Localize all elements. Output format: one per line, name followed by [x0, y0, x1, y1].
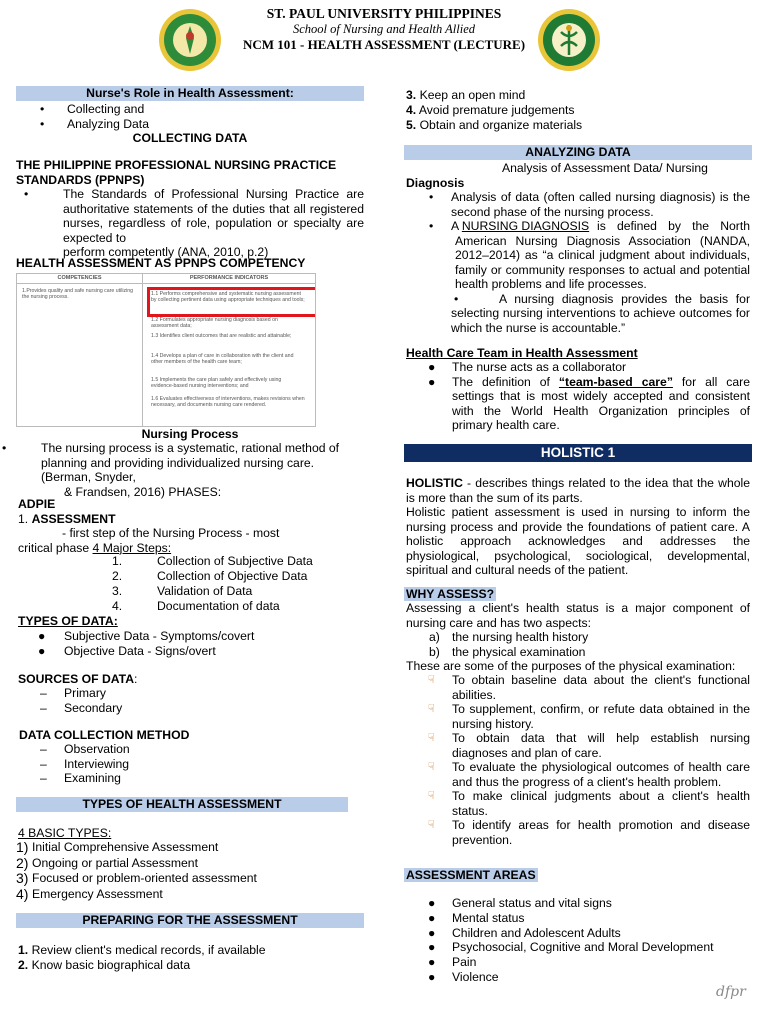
highlight-box: [147, 287, 316, 317]
document-header: [0, 6, 768, 53]
diagnosis-word: Diagnosis: [406, 176, 465, 190]
list-item: 4. Documentation of data: [112, 599, 280, 613]
table-cell: 1.3 Identifies client outcomes that are realistic and attainable;: [151, 333, 292, 339]
list-item: 4. Avoid premature judgements: [406, 103, 575, 117]
list-item: 1. Review client's medical records, if available: [18, 943, 266, 957]
list-item: 2. Know basic biographical data: [18, 958, 191, 972]
list-item: ☟ To obtain baseline data about the client's functional abilities.: [428, 673, 750, 702]
list-item: 1. Collection of Subjective Data: [112, 554, 313, 568]
table-header: COMPETENCIES: [17, 274, 142, 284]
purposes-intro: These are some of the purposes of the physical examination:: [406, 659, 736, 673]
list-item: • Analyzing Data: [40, 116, 149, 131]
list-item: • Analysis of data (often called nursing diagnosis) is the second phase of the nursing process.: [429, 190, 750, 219]
list-item: 3. Validation of Data: [112, 584, 253, 598]
list-item: ☟ To evaluate the physiological outcomes of health care and thus the progress of a client's health problem.: [428, 760, 750, 789]
ppnps-paragraph: • The Standards of Professional Nursing Practice are authoritative statements of the duties that all registered nurses, regardless of role, population or specialty are expected to perform competently (ANA, 2010, p.2): [24, 187, 364, 259]
author-signature: dfpr: [716, 984, 746, 1000]
types-of-data-heading: TYPES OF DATA:: [18, 614, 118, 628]
nursing-process-paragraph: • The nursing process is a systematic, rational method of planning and providing individualized nursing care. (Berman, Snyder, & Frandsen, 2016) PHASES:: [2, 441, 340, 499]
nursing-process-heading: Nursing Process: [141, 427, 239, 441]
list-item: ● Violence: [428, 969, 499, 984]
table-header: PERFORMANCE INDICATORS: [143, 274, 315, 284]
collecting-data-heading: COLLECTING DATA: [132, 131, 248, 145]
aspects-list: [404, 630, 754, 659]
analysis-subheading: Analysis of Assessment Data/ Nursing: [502, 161, 708, 175]
list-item: • A NURSING DIAGNOSIS is defined by the North American Nursing Diagnosis Association (NANDA, 2012–2014) as “a clinical judgment about individuals, family or community responses to actual and potential health problems and life processes.: [429, 219, 750, 291]
assessment-areas-list: [404, 896, 754, 985]
hand-pointer-icon: ☟: [428, 790, 435, 802]
hand-pointer-icon: ☟: [428, 732, 435, 744]
list-item: ☟ To obtain data that will help establish nursing diagnoses and plan of care.: [428, 731, 750, 760]
basic-types-heading: 4 BASIC TYPES:: [18, 826, 112, 840]
list-item: ☟ To supplement, confirm, or refute data obtained in the nursing history.: [428, 702, 750, 731]
table-cell: 1.4 Develops a plan of care in collaboration with the client and other members of the health care team;: [151, 353, 294, 366]
analyzing-data-bar: ANALYZING DATA: [404, 145, 752, 160]
method-heading: DATA COLLECTION METHOD: [19, 728, 190, 742]
list-item: ● Subjective Data - Symptoms/covert: [38, 629, 255, 643]
table-cell: 1.Provides quality and safe nursing care utilizing the nursing process.: [22, 288, 134, 301]
list-item: 5. Obtain and organize materials: [406, 118, 583, 132]
role-list: [16, 102, 364, 131]
list-item: ● Pain: [428, 955, 477, 970]
list-item: – Primary: [40, 686, 106, 700]
purposes-list: [404, 673, 754, 847]
list-item: – Interviewing: [40, 756, 130, 771]
hand-pointer-icon: ☟: [428, 674, 435, 686]
list-item: ● Psychosocial, Cognitive and Moral Development: [428, 940, 714, 955]
list-item: ☟ To identify areas for health promotion and disease prevention.: [428, 818, 750, 847]
list-item: 4) Emergency Assessment: [16, 885, 163, 902]
types-of-data-list: [16, 629, 364, 659]
basic-types-list: [16, 840, 364, 902]
list-item: 1) Initial Comprehensive Assessment: [16, 839, 219, 855]
sources-list: [16, 686, 364, 715]
preparing-bar: PREPARING FOR THE ASSESSMENT: [16, 913, 364, 928]
ppnps-heading: THE PHILIPPINE PROFESSIONAL NURSING PRACTICE STANDARDS (PPNPS): [16, 158, 337, 187]
sources-heading: SOURCES OF DATA:: [18, 672, 138, 686]
list-item: ☟ To make clinical judgments about a client's health status.: [428, 789, 750, 818]
analysis-list: [404, 190, 754, 335]
table-cell: 1.6 Evaluates effectiveness of interventions, makes revisions when necessary, and documents nursing care rendered.: [151, 396, 305, 409]
list-item: a) the nursing health history: [429, 630, 589, 644]
course-title: NCM 101 - HEALTH ASSESSMENT (LECTURE): [242, 37, 526, 52]
role-heading-bar: Nurse's Role in Health Assessment:: [16, 86, 364, 101]
list-item: 2. Collection of Objective Data: [112, 569, 308, 583]
why-assess-text: Assessing a client's health status is a major component of nursing care and has two aspects:: [406, 601, 750, 630]
hand-pointer-icon: ☟: [428, 819, 435, 831]
list-item: ● Children and Adolescent Adults: [428, 925, 621, 940]
university-name: ST. PAUL UNIVERSITY PHILIPPINES: [266, 6, 502, 21]
list-item: ● Objective Data - Signs/overt: [38, 644, 216, 658]
assessment-description: - first step of the Nursing Process - most critical phase 4 Major Steps:: [18, 526, 280, 555]
list-item: 3. Keep an open mind: [406, 88, 526, 102]
adpie-label: ADPIE: [18, 497, 56, 511]
major-steps-list: [16, 554, 364, 614]
list-item: b) the physical examination: [429, 644, 586, 659]
list-item: ● General status and vital signs: [428, 896, 612, 910]
list-item: 2) Ongoing or partial Assessment: [16, 854, 198, 871]
list-item: 3) Focused or problem-oriented assessment: [16, 870, 257, 886]
preparing-list: [18, 943, 366, 973]
why-assess-heading: WHY ASSESS?: [406, 587, 495, 601]
list-item: ● The definition of “team-based care” for all care settings that is most widely accepted and consistent with the World Health Organization principles of primary health care.: [428, 374, 751, 432]
list-item: • A nursing diagnosis provides the basis for selecting nursing interventions to achieve outcomes for which the nurse is accountable.”: [451, 291, 750, 335]
holistic-bar: HOLISTIC 1: [404, 444, 752, 462]
school-name: School of Nursing and Health Allied: [292, 22, 476, 36]
table-cell: 1.5 Implements the care plan safely and effectively using evidence-based nursing interventions; and: [151, 377, 282, 390]
list-item: ● The nurse acts as a collaborator: [428, 360, 627, 374]
team-list: [404, 360, 754, 433]
table-cell: 1.1 Performs comprehensive and systematic nursing assessment by collecting pertinent data using appropriate techniques and tools;: [151, 291, 305, 304]
types-assessment-bar: TYPES OF HEALTH ASSESSMENT: [16, 797, 348, 812]
team-heading: Health Care Team in Health Assessment: [406, 346, 638, 360]
list-item: – Examining: [40, 771, 121, 785]
table-cell: 1.2 Formulates appropriate nursing diagnosis based on assessment data;: [151, 317, 278, 330]
hand-pointer-icon: ☟: [428, 703, 435, 715]
assessment-areas-heading: ASSESSMENT AREAS: [406, 868, 536, 882]
list-item: – Secondary: [40, 700, 123, 715]
methods-list: [16, 742, 364, 786]
list-item: – Observation: [40, 742, 130, 756]
holistic-paragraph: HOLISTIC - describes things related to the idea that the whole is more than the sum of its parts. Holistic patient assessment is used in nursing to inform the nursing process and provide the foundations of patient care. A holistic approach acknowledges and addresses the physiological, psychological, sociological, developmental, spiritual and cultural needs of the patient.: [406, 476, 750, 577]
list-item: • Collecting and: [40, 102, 145, 116]
preparing-list-continued: [406, 88, 756, 133]
hand-pointer-icon: ☟: [428, 761, 435, 773]
competency-heading: HEALTH ASSESSMENT AS PPNPS COMPETENCY: [16, 256, 306, 270]
competency-table-image: [16, 273, 316, 427]
list-item: ● Mental status: [428, 910, 525, 925]
assessment-line: 1. ASSESSMENT: [18, 512, 116, 526]
